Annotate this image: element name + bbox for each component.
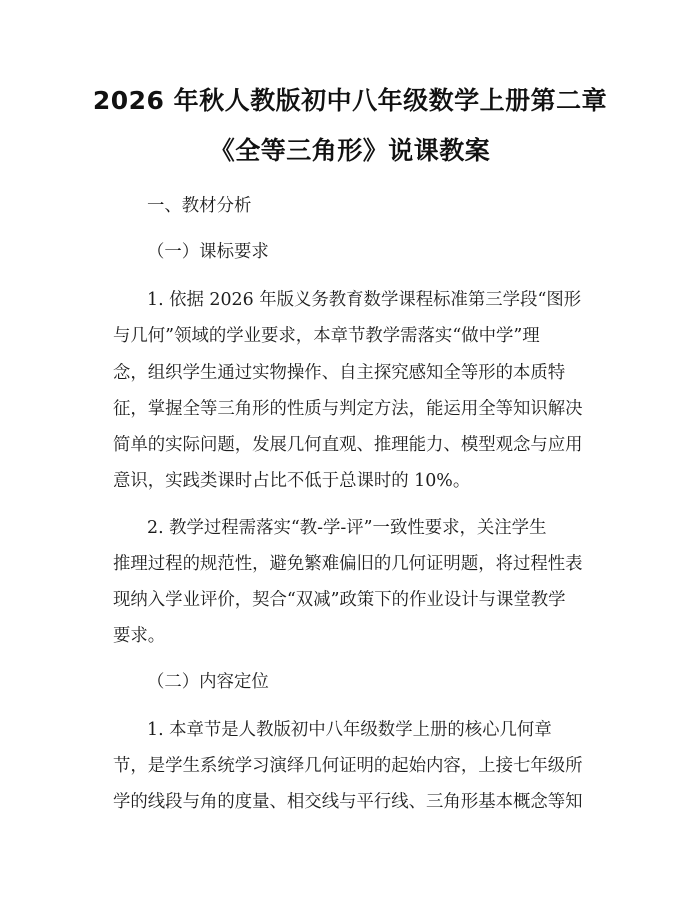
- paragraph-line: 学的线段与角的度量、相交线与平行线、三角形基本概念等知: [113, 792, 583, 812]
- paragraph-line: 2. 教学过程需落实“教-学-评”一致性要求，关注学生: [147, 518, 547, 538]
- subsection-heading-content-positioning: （二）内容定位: [147, 672, 269, 692]
- paragraph-line: 1. 本章节是人教版初中八年级数学上册的核心几何章: [147, 720, 552, 740]
- document-title-line-1: 2026 年秋人教版初中八年级数学上册第二章: [92, 86, 608, 115]
- paragraph-line: 简单的实际问题，发展几何直观、推理能力、模型观念与应用: [113, 435, 583, 455]
- paragraph-line: 要求。: [113, 626, 166, 646]
- paragraph-line: 念，组织学生通过实物操作、自主探究感知全等形的本质特: [113, 363, 566, 383]
- subsection-heading-curriculum-requirements: （一）课标要求: [147, 242, 269, 262]
- section-heading-textbook-analysis: 一、教材分析: [147, 196, 252, 216]
- paragraph-line: 1. 依据 2026 年版义务教育数学课程标准第三学段“图形: [147, 290, 582, 310]
- paragraph-line: 意识，实践类课时占比不低于总课时的 10%。: [113, 471, 471, 491]
- paragraph-line: 现纳入学业评价，契合“双减”政策下的作业设计与课堂教学: [113, 590, 566, 610]
- document-title-line-2: 《全等三角形》说课教案: [209, 136, 491, 165]
- paragraph-line: 推理过程的规范性，避免繁难偏旧的几何证明题，将过程性表: [113, 554, 583, 574]
- paragraph-line: 节，是学生系统学习演绎几何证明的起始内容，上接七年级所: [113, 756, 583, 776]
- paragraph-line: 征，掌握全等三角形的性质与判定方法，能运用全等知识解决: [113, 399, 583, 419]
- paragraph-line: 与几何”领域的学业要求，本章节教学需落实“做中学”理: [113, 326, 540, 346]
